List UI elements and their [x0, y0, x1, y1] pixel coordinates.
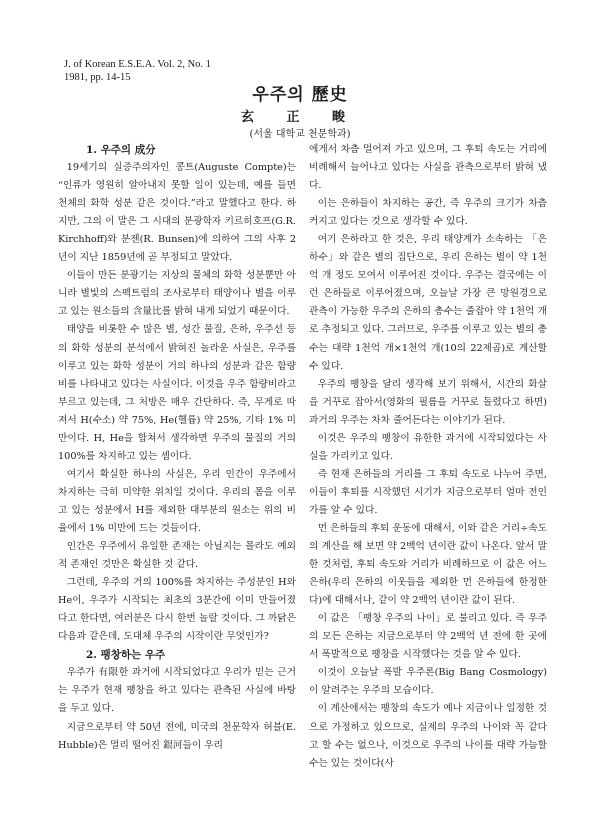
paragraph: 여기서 확실한 하나의 사실은, 우리 인간이 우주에서 차지하는 극히 미약한 위치일 것이다. 우리의 몸을 이루고 있는 성분에서 H를 제외한 대부분의 원소는 위의 비율에서 1% 미만에 드는 것들이다.: [58, 468, 296, 534]
paragraph: 지금으로부터 약 50년 전에, 미국의 천문학자 허블(E. Hubble)은 멀리 떨어진 銀河들이 우리: [58, 721, 296, 751]
paragraph: 우주의 팽창을 달리 생각해 보기 위해서, 시간의 화살을 거꾸로 잡아서(영화의 필름을 거꾸로 돌렸다고 하면) 과거의 우주는 차차 줄어든다는 이야기가 된다.: [309, 378, 547, 426]
paragraph: 인간은 우주에서 유일한 존재는 아닐지는 몰라도 예외적 존재인 것만은 확실한 것 같다.: [58, 541, 296, 571]
author-name: 玄 正 畯: [240, 110, 360, 125]
paragraph: 이는 은하들이 차지하는 공간, 즉 우주의 크기가 차츰 커지고 있다는 것으로 생각할 수 있다.: [309, 198, 547, 228]
paragraph: 이것이 오늘날 폭발 우주론(Big Bang Cosmology)이 알려주는 우주의 모습이다.: [309, 667, 547, 697]
journal-pages: 1981, pp. 14-15: [64, 72, 131, 83]
section-heading-expanding-universe: 2. 팽창하는 우주: [86, 649, 166, 662]
paragraph: 에게서 차츰 멀어져 가고 있으며, 그 후퇴 속도는 거리에 비례해서 늘어나고 있다는 사실을 관측으로부터 밝혀 냈다.: [309, 144, 547, 192]
left-column: [58, 141, 296, 755]
section-heading-composition: 1. 우주의 成分: [86, 144, 156, 156]
paragraph: 이 값은 「팽창 우주의 나이」로 불리고 있다. 즉 우주의 모든 은하는 지금으로부터 약 2백억 년 전에 한 곳에서 폭발적으로 팽창을 시작했다는 것을 알 수 있다.: [309, 613, 547, 661]
paragraph: 여기 은하라고 한 것은, 우리 태양계가 소속하는 「은하수」와 같은 별의 집단으로, 우리 은하는 별이 약 1천억 개 정도 모여서 이루어진 것이다. 우주는 결국에는 이런 은하들로 이루어졌으며, 오늘날 가장 큰 망원경으로 관측이 가능한 우주의 은하의 총수는 줄잡아 약 1천억 개로 추정되고 있다. 그러므로, 우주를 이루고 있는 별의 총수는 대략 1천억 개×1천억 개(10의 22제곱)로 계산할 수 있다.: [309, 234, 547, 372]
author-affiliation: (서울 대학교 천문학과): [249, 129, 351, 140]
paragraph: 이 계산에서는 팽창의 속도가 예나 지금이나 일정한 것으로 가정하고 있으므로, 실제의 우주의 나이와 꼭 같다고 할 수는 없으나, 이것으로 우주의 나이를 대략 가늠할 수는 있는 것이다(사: [309, 703, 547, 769]
article-title: 우주의 歷史: [252, 85, 348, 105]
paragraph: 그런데, 우주의 거의 100%를 차지하는 주성분인 H와 He이, 우주가 시작되는 최초의 3분간에 이미 만들어졌다고 한다면, 여러분은 다시 한번 놀랄 것이다. 그 까닭은 다음과 같은데, 도대체 우주의 시작이란 무엇인가?: [58, 577, 296, 643]
journal-volume: J. of Korean E.S.E.A. Vol. 2, No. 1: [64, 59, 211, 70]
paragraph: 이것은 우주의 팽창이 유한한 과거에 시작되었다는 사실을 가리키고 있다.: [309, 432, 547, 462]
paragraph: 먼 은하들의 후퇴 운동에 대해서, 이와 같은 거리÷속도의 계산을 해 보면 약 2백억 년이란 값이 나온다. 앞서 말한 것처럼, 후퇴 속도와 거리가 비례하므로 이 값은 어느 은하(우리 은하의 이웃들을 제외한 먼 은하들에 한정한다)에 대해서나, 같이 약 2백억 년이란 값이 된다.: [309, 522, 547, 607]
paragraph: 태양을 비롯한 수 많은 별, 성간 물질, 은하, 우주선 등의 화학 성분의 분석에서 밝혀진 놀라운 사실은, 우주를 이루고 있는 화학 성분이 거의 하나의 성분과 같은 함량비를 나타내고 있다는 사실이다. 이것을 우주 함량비라고 부르고 있는데, 그 처방은 매우 간단하다. 즉, 무게로 따져서 H(수소) 약 75%, He(헬륨) 약 25%, 기타 1% 미만이다. H, He을 합쳐서 생각하면 우주의 물질의 거의 100%를 차지하고 있는 셈이다.: [58, 324, 296, 462]
paragraph: 이들이 만든 분광기는 지상의 물체의 화학 성분뿐만 아니라 별빛의 스펙트럼의 조사로부터 태양이나 별을 이루고 있는 원소들의 含量比를 밝혀 내게 되었기 때문이다.: [58, 270, 296, 318]
paragraph: 19세기의 실증주의자인 콩트(Auguste Compte)는 “인류가 영원히 알아내지 못할 일이 있는데, 예를 들면 천체의 화학 성분 같은 것이다.”라고 말했다고 한다. 하지만, 그의 이 말은 그 시대의 분광학자 키르히호프(G.R. Kirchhoff)와 분젠(R. Bunsen)에 의하여 그의 사후 2년이 지난 1859년에 곧 부정되고 말았다.: [58, 162, 296, 264]
paragraph: 우주가 有限한 과거에 시작되었다고 우리가 믿는 근거는 우주가 현재 팽창을 하고 있다는 관측된 사실에 바탕을 두고 있다.: [58, 667, 296, 715]
paragraph: 즉 현재 은하들의 거리를 그 후퇴 속도로 나누어 주면, 이들이 후퇴를 시작했던 시기가 지금으로부터 얼마 전인가를 알 수 있다.: [309, 468, 547, 516]
right-column: [309, 141, 547, 773]
